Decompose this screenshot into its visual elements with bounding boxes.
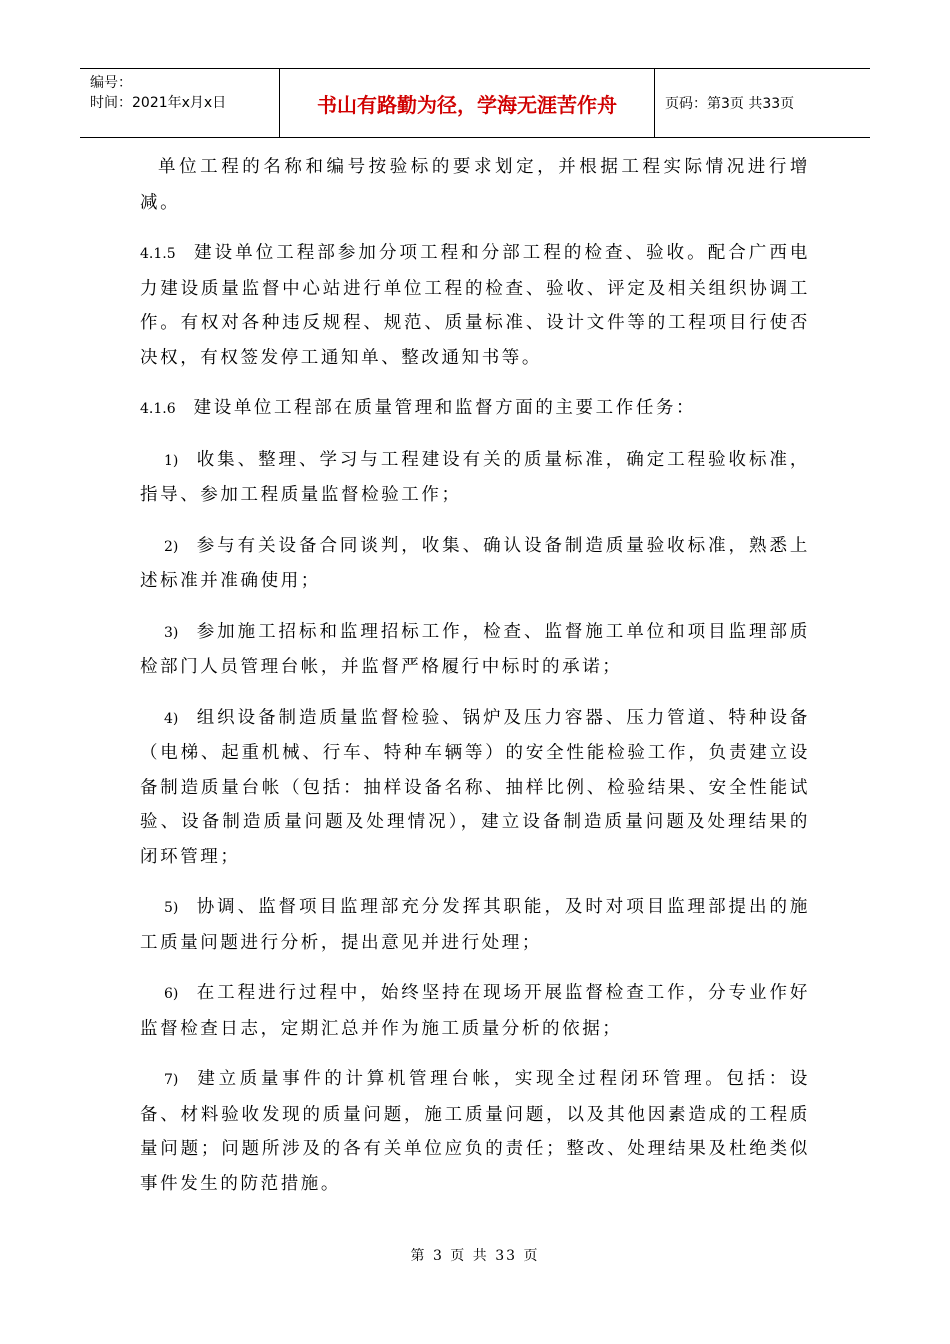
list-item-text: 建立质量事件的计算机管理台帐，实现全过程闭环管理。包括：设备、材料验收发现的质量问题，施工质量问题，以及其他因素造成的工程质量问题；问题所涉及的各有关单位应负的责任；整改、处理结果及杜绝类似事件发生的防范措施。 (140, 1069, 810, 1194)
paragraph-text: 单位工程的名称和编号按验标的要求划定，并根据工程实际情况进行增减。 (140, 157, 810, 213)
list-item (140, 1062, 810, 1201)
list-item-number: 7) (164, 1072, 179, 1088)
list-item-number: 6) (164, 986, 179, 1002)
page-header (80, 68, 870, 138)
list-item (140, 529, 810, 599)
list-item-text: 在工程进行过程中，始终坚持在现场开展监督检查工作，分专业作好监督检查日志，定期汇总并作为施工质量分析的依据； (140, 983, 810, 1039)
list-item-text: 协调、监督项目监理部充分发挥其职能，及时对项目监理部提出的施工质量问题进行分析，提出意见并进行处理； (140, 897, 810, 953)
list-item-number: 2) (164, 538, 179, 555)
page-footer: 第 3 页 共 33 页 (410, 1248, 540, 1264)
header-motto: 书山有路勤为径，学海无涯苦作舟 (280, 69, 655, 137)
document-time: 时间：2021年x月x日 (90, 95, 227, 111)
paragraph-number: 4.1.6 (140, 401, 176, 417)
header-meta (80, 69, 280, 137)
paragraph (140, 391, 810, 427)
paragraph-number: 4.1.5 (140, 246, 176, 262)
list-item-text: 收集、整理、学习与工程建设有关的质量标准，确定工程验收标准，指导、参加工程质量监督检验工作； (140, 449, 810, 505)
paragraph (140, 150, 810, 220)
list-item-number: 4) (164, 710, 179, 727)
paragraph-text: 建设单位工程部参加分项工程和分部工程的检查、验收。配合广西电力建设质量监督中心站进行单位工程的检查、验收、评定及相关组织协调工作。有权对各种违反规程、规范、质量标准、设计文件等的工程项目行使否决权，有权签发停工通知单、整改通知书等。 (140, 243, 810, 368)
list-item (140, 890, 810, 960)
list-item-number: 3) (164, 624, 179, 641)
document-code-label: 编号： (90, 75, 132, 91)
list-item (140, 701, 810, 875)
list-item-text: 参与有关设备合同谈判，收集、确认设备制造质量验收标准，熟悉上述标准并准确使用； (140, 535, 810, 591)
header-page-info: 页码：第3页 共33页 (665, 96, 795, 112)
list-item-number: 5) (164, 900, 179, 916)
list-item-number: 1) (164, 452, 179, 469)
document-body (140, 150, 810, 1217)
paragraph-text: 建设单位工程部在质量管理和监督方面的主要工作任务： (193, 398, 697, 418)
list-item-text: 参加施工招标和监理招标工作，检查、监督施工单位和项目监理部质检部门人员管理台帐，并监督严格履行中标时的承诺； (140, 621, 810, 677)
paragraph (140, 236, 810, 375)
list-item-text: 组织设备制造质量监督检验、锅炉及压力容器、压力管道、特种设备（电梯、起重机械、行车、特种车辆等）的安全性能检验工作，负责建立设备制造质量台帐（包括：抽样设备名称、抽样比例、检验结果、安全性能试验、设备制造质量问题及处理情况），建立设备制造质量问题及处理结果的闭环管理； (140, 707, 810, 867)
list-item (140, 615, 810, 685)
list-item (140, 976, 810, 1046)
list-item (140, 443, 810, 513)
